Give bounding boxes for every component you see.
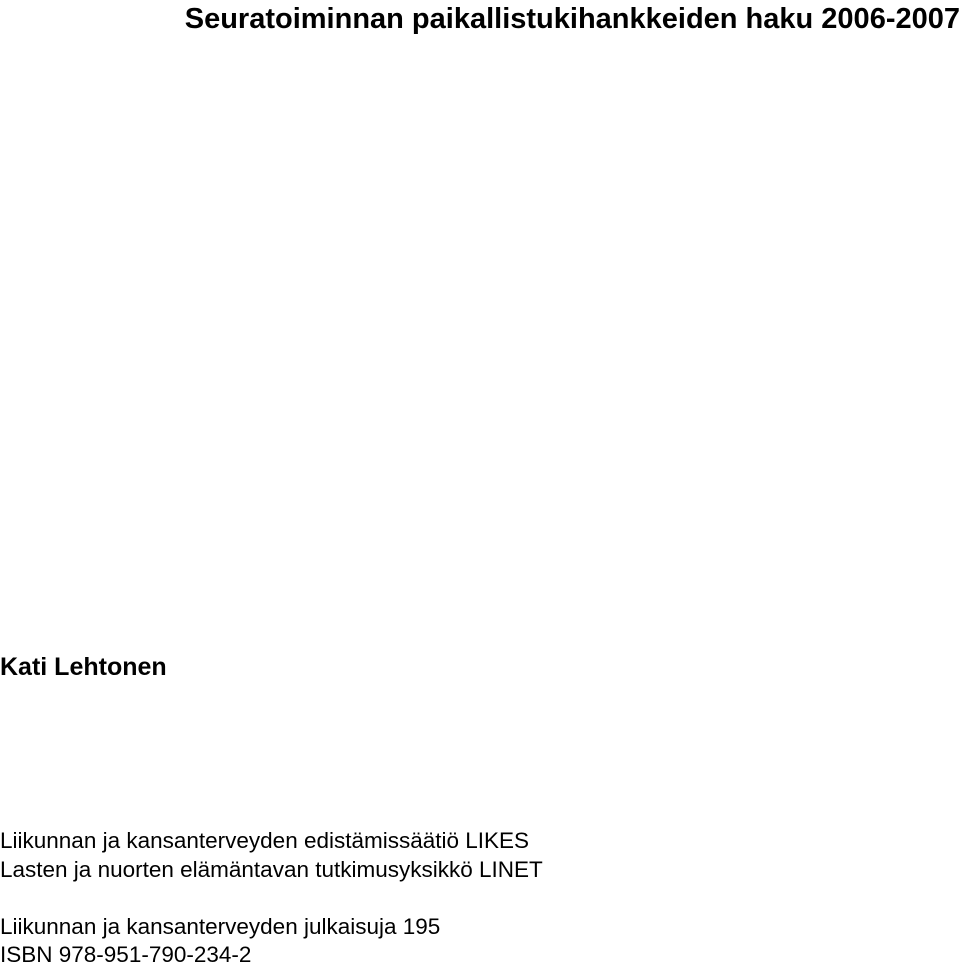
author-name: Kati Lehtonen <box>0 653 167 681</box>
document-title: Seuratoiminnan paikallistukihankkeiden haku 2006-2007 <box>184 3 960 35</box>
organization-linet: Lasten ja nuorten elämäntavan tutkimusyksikkö LINET <box>0 857 543 882</box>
isbn: ISBN 978-951-790-234-2 <box>0 942 252 967</box>
publication-series: Liikunnan ja kansanterveyden julkaisuja 195 <box>0 914 441 939</box>
organization-likes: Liikunnan ja kansanterveyden edistämissäätiö LIKES <box>0 828 530 853</box>
